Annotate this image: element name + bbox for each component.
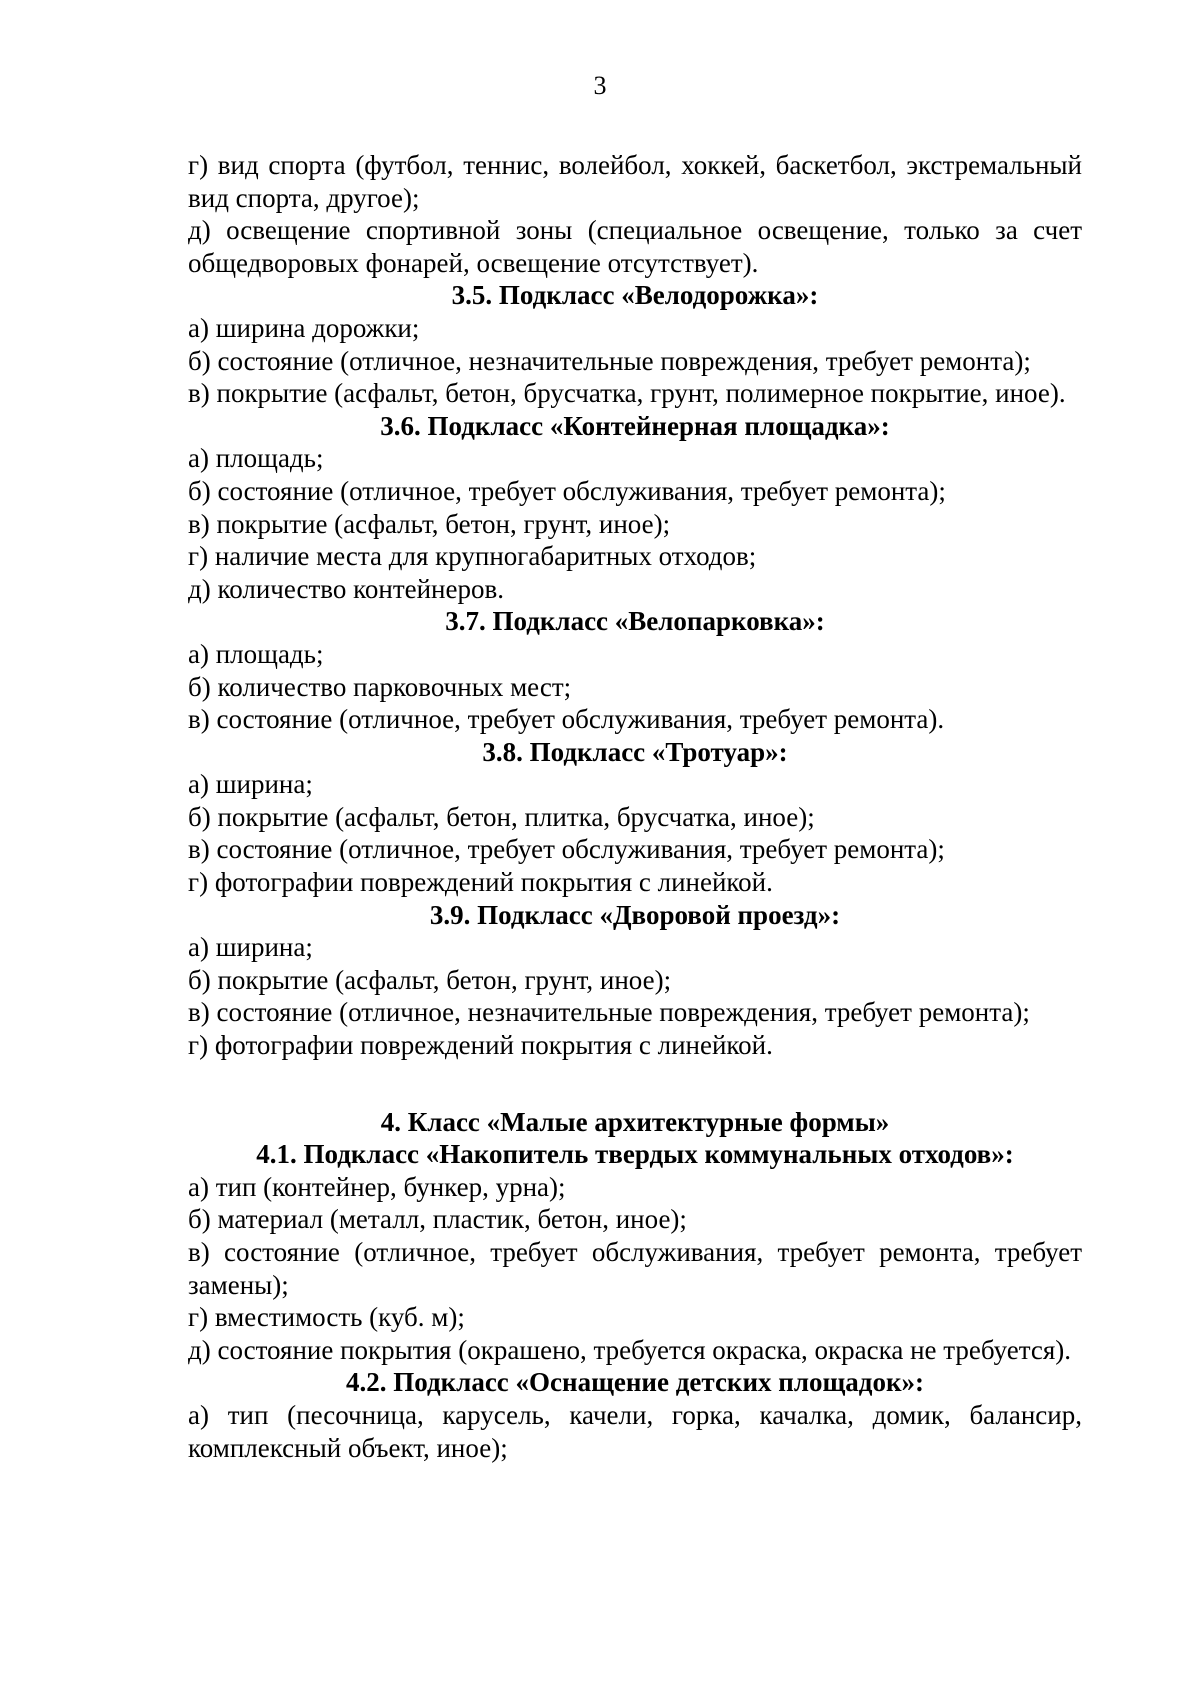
subclass-heading: 4.2. Подкласс «Оснащение детских площадок»: bbox=[345, 1367, 924, 1398]
list-item: в) состояние (отличное, требует обслуживания, требует ремонта). bbox=[188, 704, 945, 735]
list-item: г) наличие места для крупногабаритных отходов; bbox=[188, 541, 757, 572]
list-item: б) покрытие (асфальт, бетон, грунт, иное); bbox=[188, 964, 672, 995]
list-item: а) ширина; bbox=[188, 932, 313, 963]
list-item: а) ширина дорожки; bbox=[188, 312, 420, 343]
list-item: б) состояние (отличное, требует обслуживания, требует ремонта); bbox=[188, 475, 946, 506]
list-item: в) состояние (отличное, требует обслуживания, требует ремонта, требует замены); bbox=[188, 1237, 1082, 1300]
list-item: г) вид спорта (футбол, теннис, волейбол, хоккей, баскетбол, экстремальный вид спорта, другое); bbox=[188, 150, 1082, 213]
list-item: а) площадь; bbox=[188, 443, 324, 474]
list-item: б) количество парковочных мест; bbox=[188, 671, 572, 702]
document-body bbox=[188, 149, 1082, 1464]
class-heading: 4. Класс «Малые архитектурные формы» bbox=[380, 1106, 890, 1137]
subclass-heading: 3.8. Подкласс «Тротуар»: bbox=[482, 736, 788, 767]
list-item: в) покрытие (асфальт, бетон, грунт, иное); bbox=[188, 508, 671, 539]
list-item: в) покрытие (асфальт, бетон, брусчатка, грунт, полимерное покрытие, иное). bbox=[188, 378, 1066, 409]
list-item: г) фотографии повреждений покрытия с линейкой. bbox=[188, 1030, 773, 1061]
list-item: а) ширина; bbox=[188, 769, 313, 800]
subclass-heading: 3.9. Подкласс «Дворовой проезд»: bbox=[429, 899, 841, 930]
page-number: 3 bbox=[593, 71, 607, 100]
list-item: б) материал (металл, пластик, бетон, иное); bbox=[188, 1204, 687, 1235]
list-item: д) количество контейнеров. bbox=[188, 573, 504, 604]
list-item: а) площадь; bbox=[188, 638, 324, 669]
list-item: а) тип (контейнер, бункер, урна); bbox=[188, 1171, 566, 1202]
list-item: б) состояние (отличное, незначительные повреждения, требует ремонта); bbox=[188, 345, 1031, 376]
list-item: д) освещение спортивной зоны (специальное освещение, только за счет общедворовых фонарей, освещение отсутствует). bbox=[188, 215, 1082, 278]
list-item: а) тип (песочница, карусель, качели, горка, качалка, домик, балансир, комплексный объект, иное); bbox=[188, 1399, 1082, 1463]
list-item: д) состояние покрытия (окрашено, требуется окраска, окраска не требуется). bbox=[188, 1334, 1071, 1365]
subclass-heading: 3.6. Подкласс «Контейнерная площадка»: bbox=[380, 410, 890, 441]
list-item: г) фотографии повреждений покрытия с линейкой. bbox=[188, 867, 773, 898]
list-item: в) состояние (отличное, требует обслуживания, требует ремонта); bbox=[188, 834, 945, 865]
list-item: б) покрытие (асфальт, бетон, плитка, брусчатка, иное); bbox=[188, 801, 815, 832]
list-item: в) состояние (отличное, незначительные повреждения, требует ремонта); bbox=[188, 997, 1030, 1028]
subclass-heading: 4.1. Подкласс «Накопитель твердых коммунальных отходов»: bbox=[256, 1139, 1014, 1170]
subclass-heading: 3.7. Подкласс «Велопарковка»: bbox=[445, 606, 825, 637]
subclass-heading: 3.5. Подкласс «Велодорожка»: bbox=[451, 280, 819, 311]
list-item: г) вместимость (куб. м); bbox=[188, 1302, 465, 1333]
